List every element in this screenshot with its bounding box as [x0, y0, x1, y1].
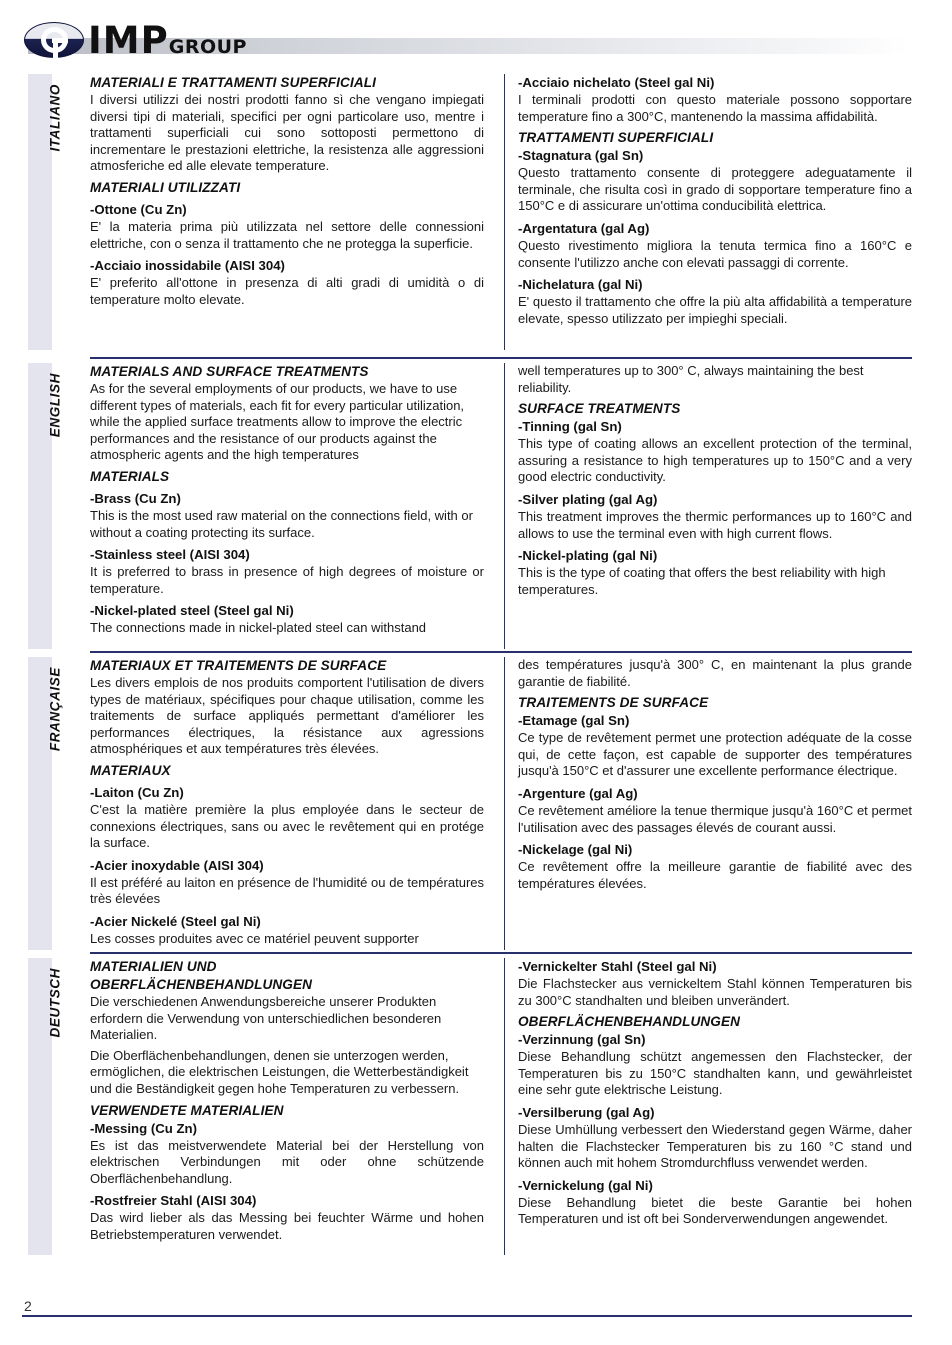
imp-globe-icon	[24, 18, 86, 60]
page-number: 2	[24, 1298, 32, 1314]
item-body: Es ist das meistverwendete Material bei der Herstellung von elektrischen Verbindungen mit oder ohne schützende Oberflächenbehandlung.	[90, 1137, 484, 1186]
item-body: It is preferred to brass in presence of high degrees of moisture or temperature.	[90, 564, 484, 596]
item-body: Diese Behandlung bietet die beste Garantie bei hohen Temperaturen und ist oft bei Sonderverwendungen angewendet.	[518, 1194, 912, 1227]
item-body: Ce type de revêtement permet une protection adéquate de la cosse qui, de cette façon, est capable de supporter des températures jusqu'à 150°C et d'assurer une excellente performance électrique.	[518, 730, 912, 779]
language-tab-italiano	[28, 74, 63, 350]
item-heading: -Vernickelung (gal Ni)	[518, 1177, 653, 1193]
item-body: E' preferito all'ottone in presenza di alti gradi di umidità o di temperature molto elevate.	[90, 275, 484, 307]
item-heading: -Nickelage (gal Ni)	[518, 842, 633, 858]
language-tab-label: ITALIANO	[47, 84, 63, 152]
item-heading: -Argentatura (gal Ag)	[518, 220, 650, 236]
item-heading: -Acciaio inossidabile (AISI 304)	[90, 258, 285, 274]
item-heading: -Messing (Cu Zn)	[90, 1120, 197, 1136]
item-heading: -Stagnatura (gal Sn)	[518, 148, 644, 164]
column-left	[90, 74, 484, 331]
language-tab-english	[28, 363, 63, 649]
section-francaise	[28, 651, 912, 952]
item-heading: -Vernickelter Stahl (Steel gal Ni)	[518, 959, 717, 974]
item-body: Il est préféré au laiton en présence de l'humidité ou de températures très élevées	[90, 874, 484, 907]
item-heading: -Rostfreier Stahl (AISI 304)	[90, 1193, 257, 1209]
page-footer	[22, 1299, 912, 1317]
item-body: Diese Umhüllung verbessert den Wiederstand gegen Wärme, daher halten die Flachstecker Temperaturen bis zu 160 °C stand und können auch mit hohem Stromdurchfluss verwendet werden.	[518, 1121, 912, 1171]
item-heading: -Acciaio nichelato (Steel gal Ni)	[518, 75, 715, 90]
section-rule	[90, 952, 912, 954]
subsection-title: MATERIAUX	[90, 762, 171, 778]
imp-group-logo	[24, 12, 247, 60]
item-body: Die Flachstecker aus vernickeltem Stahl können Temperaturen bis zu 300°C standhalten und bleiben unverändert.	[518, 976, 912, 1008]
item-body: The connections made in nickel-plated steel can withstand	[90, 620, 427, 636]
column-left	[90, 657, 484, 952]
section-title: MATERIALS AND SURFACE TREATMENTS	[90, 364, 369, 379]
item-body: Das wird lieber als das Messing bei feuchter Wärme und hohen Betriebstemperaturen verwendet.	[90, 1210, 484, 1242]
intro-continuation: des températures jusqu'à 300° C, en maintenant la plus grande garantie de fiabilité.	[518, 657, 912, 689]
item-heading: -Silver plating (gal Ag)	[518, 491, 658, 507]
item-heading: -Acier inoxydable (AISI 304)	[90, 857, 264, 873]
item-heading: -Verzinnung (gal Sn)	[518, 1032, 646, 1048]
item-heading: -Etamage (gal Sn)	[518, 713, 630, 729]
footer-rule	[22, 1315, 912, 1317]
language-tab-label: ENGLISH	[47, 373, 63, 438]
item-heading: -Tinning (gal Sn)	[518, 419, 622, 435]
subsection-title: MATERIALI UTILIZZATI	[90, 179, 241, 195]
intro-continuation: well temperatures up to 300° C, always maintaining the best reliability.	[518, 363, 864, 395]
subsection-title: MATERIALS	[90, 468, 170, 484]
column-right	[518, 74, 912, 331]
item-heading: -Argenture (gal Ag)	[518, 785, 638, 801]
section-title-line1: MATERIALIEN UND	[90, 959, 217, 974]
intro-paragraph: As for the several employments of our products, we have to use different types of materials, each fit for every particular utilization, while the applied surface treatments allow to improve the electric performances and the resistance of our products against the atmospheric agents and the high temperatures	[90, 381, 465, 463]
subsection-title: TRATTAMENTI SUPERFICIALI	[518, 130, 714, 146]
section-italiano	[28, 68, 912, 350]
item-body: This treatment improves the thermic performances up to 160°C and allows to use the terminal even with high current flows.	[518, 508, 912, 541]
item-body: I terminali prodotti con questo materiale possono sopportare temperature fino a 300°C, mantenendo la massima affidabilità.	[518, 92, 912, 124]
item-body: Questo trattamento consente di proteggere adeguatamente il terminale, che risulta così in grado di sopportare temperature fino a 150°C e di assicurare un'ottima conducibilità elettrica.	[518, 165, 912, 214]
item-heading: -Laiton (Cu Zn)	[90, 784, 184, 800]
intro-paragraph-2: Die Oberflächenbehandlungen, denen sie unterzogen werden, ermöglichen, die elektrischen Leistungen, die Wetterbeständigkeit und die Beständigkeit gegen hohe Temperaturen zu verbessern.	[90, 1047, 469, 1096]
section-rule	[90, 651, 912, 653]
page-header	[0, 0, 952, 68]
section-title: MATERIALI E TRATTAMENTI SUPERFICIALI	[90, 75, 377, 90]
subsection-title: SURFACE TREATMENTS	[518, 401, 681, 417]
item-heading: -Ottone (Cu Zn)	[90, 201, 187, 217]
item-body: This type of coating allows an excellent protection of the terminal, assuring a resistance to high temperatures up to 150°C and a very good electric conductivity.	[518, 436, 912, 485]
item-body: Ce revêtement améliore la tenue thermique jusqu'à 160°C et permet l'utilisation avec des passages élevés de courant aussi.	[518, 802, 912, 835]
column-right	[518, 657, 912, 952]
item-heading: -Acier Nickelé (Steel gal Ni)	[90, 913, 261, 929]
item-heading: -Nichelatura (gal Ni)	[518, 277, 643, 293]
item-body: E' la materia prima più utilizzata nel settore delle connessioni elettriche, con o senza il trattamento che ne protegga la superficie.	[90, 218, 484, 251]
intro-paragraph: I diversi utilizzi dei nostri prodotti fanno sì che vengano impiegati diversi tipi di materiali, specifici per ogni particolare uso, mentre i trattamenti superficiali cui sono sottoposti permettono di incrementare le prestazioni elettriche, la resistenza alle aggressioni atmosferiche ed alle elevate temperature.	[90, 92, 484, 174]
section-title-line2: OBERFLÄCHENBEHANDLUNGEN	[90, 977, 313, 992]
item-body: This is the most used raw material on the connections field, with or without a coating protecting its surface.	[90, 507, 473, 540]
item-heading: -Nickel-plating (gal Ni)	[518, 548, 658, 564]
column-left	[90, 363, 484, 641]
language-tab-francaise	[28, 657, 63, 950]
section-deutsch	[28, 952, 912, 1257]
item-body: Diese Behandlung schützt angemessen den Flachstecker, der Temperaturen bis zu 150°C standhalten kann, und gewährleistet eine sehr gute elektrische Leistung.	[518, 1049, 912, 1098]
item-body: Ce revêtement offre la meilleure garantie de fiabilité avec des températures élevées.	[518, 859, 912, 891]
item-body: Questo rivestimento migliora la tenuta termica fino a 160°C e consente l'utilizzo anche con elevati passaggi di corrente.	[518, 237, 912, 270]
item-heading: -Versilberung (gal Ag)	[518, 1104, 655, 1120]
item-heading: -Stainless steel (AISI 304)	[90, 547, 250, 563]
item-body: This is the type of coating that offers the best reliability with high temperatures.	[518, 565, 886, 597]
language-tab-label: FRANÇAISE	[47, 667, 63, 752]
column-right	[518, 363, 912, 641]
subsection-title: VERWENDETE MATERIALIEN	[90, 1102, 284, 1118]
item-body: C'est la matière première la plus employée dans le secteur de connexions électriques, sans ou avec le revêtement qui en protége la surface.	[90, 801, 484, 851]
item-heading: -Brass (Cu Zn)	[90, 490, 181, 506]
logo-g-stem	[53, 38, 58, 58]
section-rule	[90, 357, 912, 359]
logo-secondary-text: GROUP	[168, 36, 247, 58]
item-heading: -Nickel-plated steel (Steel gal Ni)	[90, 603, 294, 619]
subsection-title: OBERFLÄCHENBEHANDLUNGEN	[518, 1014, 741, 1030]
item-body: Les cosses produites avec ce matériel peuvent supporter	[90, 930, 419, 946]
section-english	[28, 357, 912, 651]
intro-paragraph: Les divers emplois de nos produits comportent l'utilisation de divers types de matériaux, spécifiques pour chaque utilisation, comme les traitements de surface appliqués permettant d'améliorer les performances électriques, la résistance aux agressions atmosphériques et aux températures très élevées.	[90, 675, 484, 757]
column-right	[518, 958, 912, 1248]
intro-paragraph: Die verschiedenen Anwendungsbereiche unserer Produkten erfordern die Verwendung von unterschiedlichen besonderen Materialien.	[90, 994, 442, 1043]
subsection-title: TRAITEMENTS DE SURFACE	[518, 695, 709, 711]
logo-primary-text: IMP	[88, 19, 169, 62]
language-tab-label: DEUTSCH	[47, 968, 63, 1038]
section-title: MATERIAUX ET TRAITEMENTS DE SURFACE	[90, 658, 387, 673]
item-body: E' questo il trattamento che offre la più alta affidabilità a temperature elevate, spesso utilizzato per impieghi speciali.	[518, 294, 912, 326]
column-left	[90, 958, 484, 1248]
language-tab-deutsch	[28, 958, 63, 1255]
